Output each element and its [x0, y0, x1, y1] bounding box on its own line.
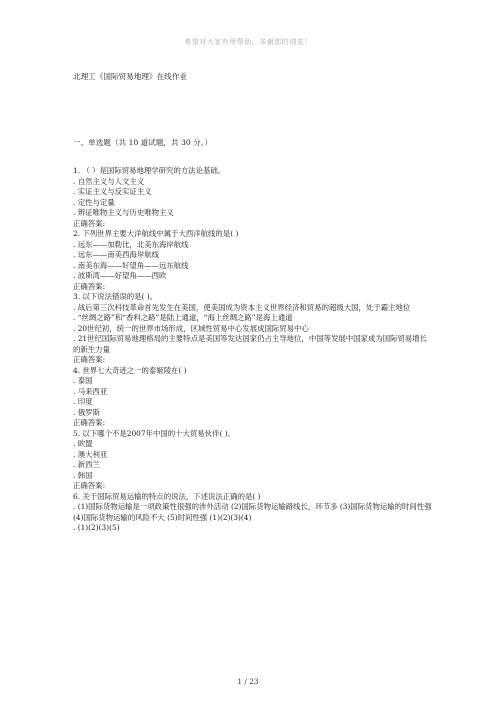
- question-stem: 5. 以下哪个不是2007年中国的十大贸易伙伴( )。: [73, 428, 235, 438]
- answer-label: 正确答案:: [73, 218, 106, 228]
- question-option: . 印度: [73, 397, 93, 406]
- question-option: . 韩国: [73, 470, 93, 480]
- question-stem: 2. 下列世界主要大洋航线中属于大西洋航线的是( ): [73, 229, 239, 238]
- question-option: . 实证主义与反实证主义: [73, 187, 152, 196]
- header-note: 希望对大家有所帮助，多谢您的浏览！: [184, 38, 312, 46]
- question-option: . 俄罗斯: [73, 407, 100, 417]
- page-number: 1 / 23: [237, 677, 259, 686]
- answer-label: 正确答案:: [73, 355, 106, 364]
- question-option: . “丝绸之路”和“香料之路”是陆上通道，“海上丝绸之路”是海上通道: [73, 313, 293, 322]
- question-option: . (1)(2)(3)(5): [73, 523, 120, 532]
- document-title: 北理工《国际贸易地理》在线作业: [73, 72, 187, 81]
- question-option: . 澳大利亚: [73, 449, 108, 459]
- question-option: . 马来西亚: [73, 386, 108, 396]
- question-option: . 新西兰: [73, 460, 100, 469]
- question-option: . 战后第三次科技革命首先发生在美国，使美国成为资本主义世界经济和贸易的超级大国，处于霸主地位: [73, 302, 411, 312]
- question-option: . 泰国: [73, 376, 93, 385]
- answer-label: 正确答案:: [73, 481, 106, 490]
- question-option: . 20世纪初，统一的世界市场形成，区域性贸易中心发展成国际贸易中心: [73, 323, 309, 333]
- question-stem: 4. 世界七大奇迹之一的泰姬陵在( ): [73, 365, 187, 375]
- question-option: . 远东——加勒比，北美东海岸航线: [73, 239, 189, 249]
- question-option: . 波斯湾——好望角——西欧: [73, 271, 167, 280]
- question-stem: 1. （ ）是国际贸易地理学研究的方法论基础。: [73, 166, 226, 175]
- question-list: [73, 166, 433, 534]
- question-stem: 3. 以下说法错误的是( )。: [73, 292, 158, 301]
- section-heading: 一、单选题（共 10 道试题，共 30 分。）: [73, 138, 213, 147]
- question-option: . 辨证唯物主义与历史唯物主义: [73, 208, 174, 217]
- question-option: . 南美东海——好望角——远东航线: [73, 260, 189, 270]
- answer-label: 正确答案:: [73, 418, 106, 427]
- question-option: . (1)国际货物运输是一项政策性很强的涉外活动 (2)国际货物运输路线长，环节多 (3)国际货物运输的时间性强 (4)国际货物运输的风险不大 (5)时间性强 (1)(2)(3)(4): [73, 502, 432, 522]
- question-option: . 21世纪国际贸易地理格局的主要特点是美国等发达国家仍占主导地位，中国等发展中国家成为国际贸易增长的新生力量: [73, 334, 428, 354]
- question-option: . 远东——南美西海岸航线: [73, 250, 159, 259]
- answer-label: 正确答案:: [73, 281, 106, 291]
- question-stem: 6. 关于国际贸易运输的特点的说法，下述说法正确的是( ): [73, 491, 261, 501]
- question-option: . 定性与定量: [73, 197, 115, 207]
- question-option: . 自然主义与人文主义: [73, 176, 145, 186]
- question-option: . 欧盟: [73, 439, 93, 448]
